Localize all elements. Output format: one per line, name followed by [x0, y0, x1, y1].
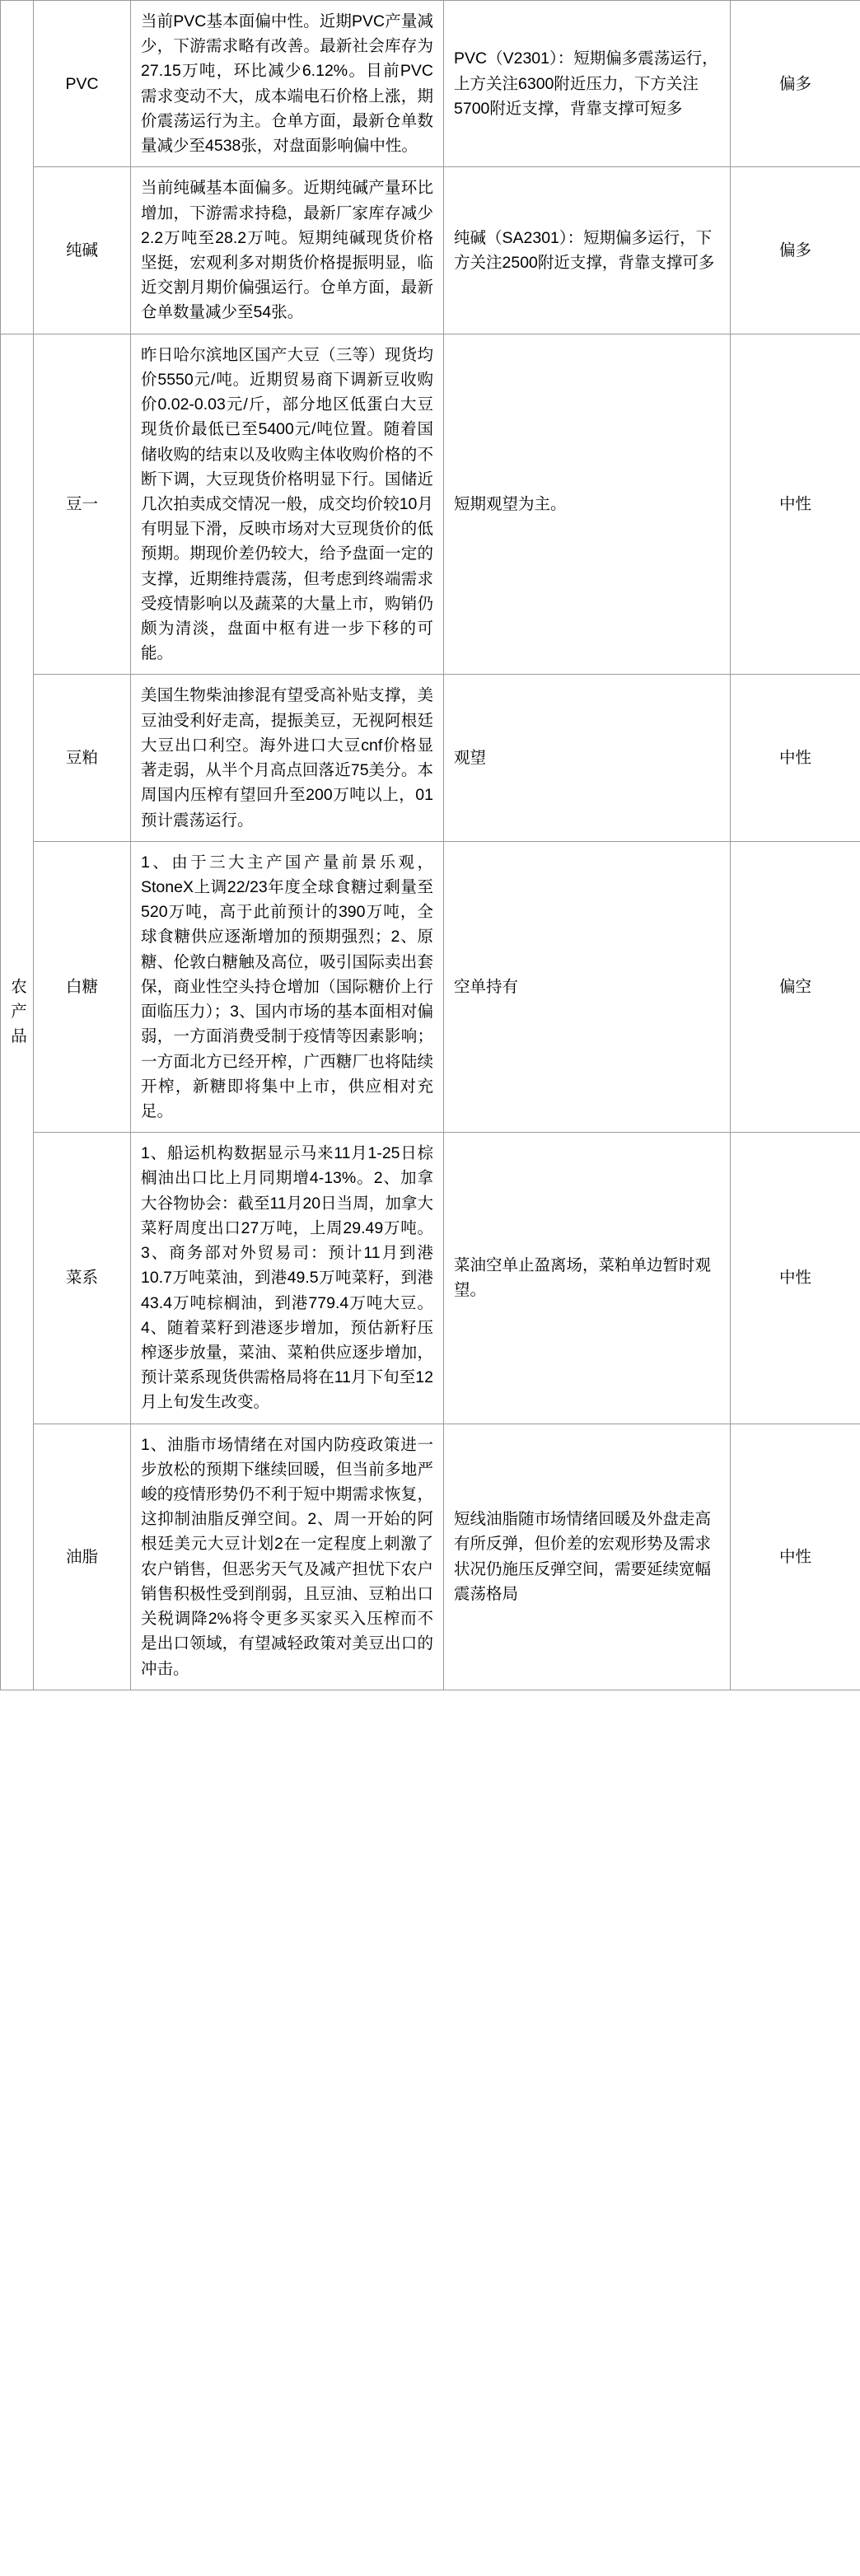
commodity-analysis: 1、由于三大主产国产量前景乐观，StoneX上调22/23年度全球食糖过剩量至520万吨，高于此前预计的390万吨，全球食糖供应逐渐增加的预期强烈；2、原糖、伦敦白糖触及高位，吸引国际卖出套保，商业性空头持仓增加（国际糖价上行面临压力）；3、国内市场的基本面相对偏弱，一方面消费受制于疫情等因素影响；一方面北方已经开榨，广西糖厂也将陆续开榨，新糖即将集中上市，供应相对充足。 [131, 841, 444, 1132]
commodity-name: 白糖 [34, 841, 131, 1132]
table-row [1, 334, 860, 675]
commodity-analysis: 1、船运机构数据显示马来11月1-25日棕榈油出口比上月同期增4-13%。2、加拿大谷物协会：截至11月20日当周，加拿大菜籽周度出口27万吨，上周29.49万吨。3、商务部对外贸易司：预计11月到港10.7万吨菜油，到港49.5万吨菜籽，到港43.4万吨棕榈油，到港779.4万吨大豆。4、随着菜籽到港逐步增加，预估新籽压榨逐步放量，菜油、菜粕供应逐步增加，预计菜系现货供需格局将在11月下旬至12月上旬发生改变。 [131, 1133, 444, 1424]
commodity-view: 空单持有 [444, 841, 731, 1132]
commodity-name: 菜系 [34, 1133, 131, 1424]
commodity-bias: 中性 [731, 1133, 860, 1424]
commodity-view: 菜油空单止盈离场，菜粕单边暂时观望。 [444, 1133, 731, 1424]
commodity-analysis: 1、油脂市场情绪在对国内防疫政策进一步放松的预期下继续回暖，但当前多地严峻的疫情形势仍不利于短中期需求恢复，这抑制油脂反弹空间。2、周一开始的阿根廷美元大豆计划2在一定程度上刺激了农户销售，但恶劣天气及减产担忧下农户销售积极性受到削弱，且豆油、豆粕出口关税调降2%将令更多买家买入压榨而不是出口领域，有望减轻政策对美豆出口的冲击。 [131, 1424, 444, 1690]
commodity-analysis: 当前PVC基本面偏中性。近期PVC产量减少，下游需求略有改善。最新社会库存为27.15万吨，环比减少6.12%。目前PVC需求变动不大，成本端电石价格上涨，期价震荡运行为主。仓单方面，最新仓单数量减少至4538张，对盘面影响偏中性。 [131, 1, 444, 167]
commodity-bias: 中性 [731, 675, 860, 841]
commodity-name: 纯碱 [34, 167, 131, 334]
group-cell-blank [1, 1, 34, 334]
commodity-bias: 偏多 [731, 1, 860, 167]
commodity-bias: 偏空 [731, 841, 860, 1132]
commodity-name: 豆一 [34, 334, 131, 675]
commodity-analysis: 昨日哈尔滨地区国产大豆（三等）现货均价5550元/吨。近期贸易商下调新豆收购价0.02-0.03元/斤，部分地区低蛋白大豆现货价最低已至5400元/吨位置。随着国储收购的结束以及收购主体收购价格的不断下调，大豆现货价格明显下行。国储近几次拍卖成交情况一般，成交均价较10月有明显下滑，反映市场对大豆现货价的低预期。期现价差仍较大，给予盘面一定的支撑，近期维持震荡，但考虑到终端需求受疫情影响以及蔬菜的大量上市，购销仍颇为清淡，盘面中枢有进一步下移的可能。 [131, 334, 444, 675]
commodity-name: 油脂 [34, 1424, 131, 1690]
commodity-name: PVC [34, 1, 131, 167]
commodity-bias: 中性 [731, 1424, 860, 1690]
table-body [1, 1, 860, 1690]
commodity-name: 豆粕 [34, 675, 131, 841]
commodity-view: PVC（V2301）：短期偏多震荡运行，上方关注6300附近压力，下方关注5700附近支撑，背靠支撑可短多 [444, 1, 731, 167]
commodity-analysis: 当前纯碱基本面偏多。近期纯碱产量环比增加，下游需求持稳，最新厂家库存减少2.2万吨至28.2万吨。短期纯碱现货价格坚挺，宏观利多对期货价格提振明显，临近交割月期价偏强运行。仓单方面，最新仓单数量减少至54张。 [131, 167, 444, 334]
commodity-view: 观望 [444, 675, 731, 841]
commodity-view: 短期观望为主。 [444, 334, 731, 675]
group-label-text: 农产品 [11, 977, 29, 1046]
table-row [1, 167, 860, 334]
table-row [1, 1, 860, 167]
group-label-agriculture [1, 334, 34, 1690]
commodity-view: 纯碱（SA2301）：短期偏多运行，下方关注2500附近支撑，背靠支撑可多 [444, 167, 731, 334]
table-row [1, 1133, 860, 1424]
commodity-view: 短线油脂随市场情绪回暖及外盘走高有所反弹，但价差的宏观形势及需求状况仍施压反弹空间，需要延续宽幅震荡格局 [444, 1424, 731, 1690]
table-row [1, 1424, 860, 1690]
commodity-analysis: 美国生物柴油掺混有望受高补贴支撑，美豆油受利好走高，提振美豆，无视阿根廷大豆出口利空。海外进口大豆cnf价格显著走弱，从半个月高点回落近75美分。本周国内压榨有望回升至200万吨以上，01预计震荡运行。 [131, 675, 444, 841]
commodity-bias: 中性 [731, 334, 860, 675]
table-row [1, 841, 860, 1132]
table-row [1, 675, 860, 841]
commodity-bias: 偏多 [731, 167, 860, 334]
